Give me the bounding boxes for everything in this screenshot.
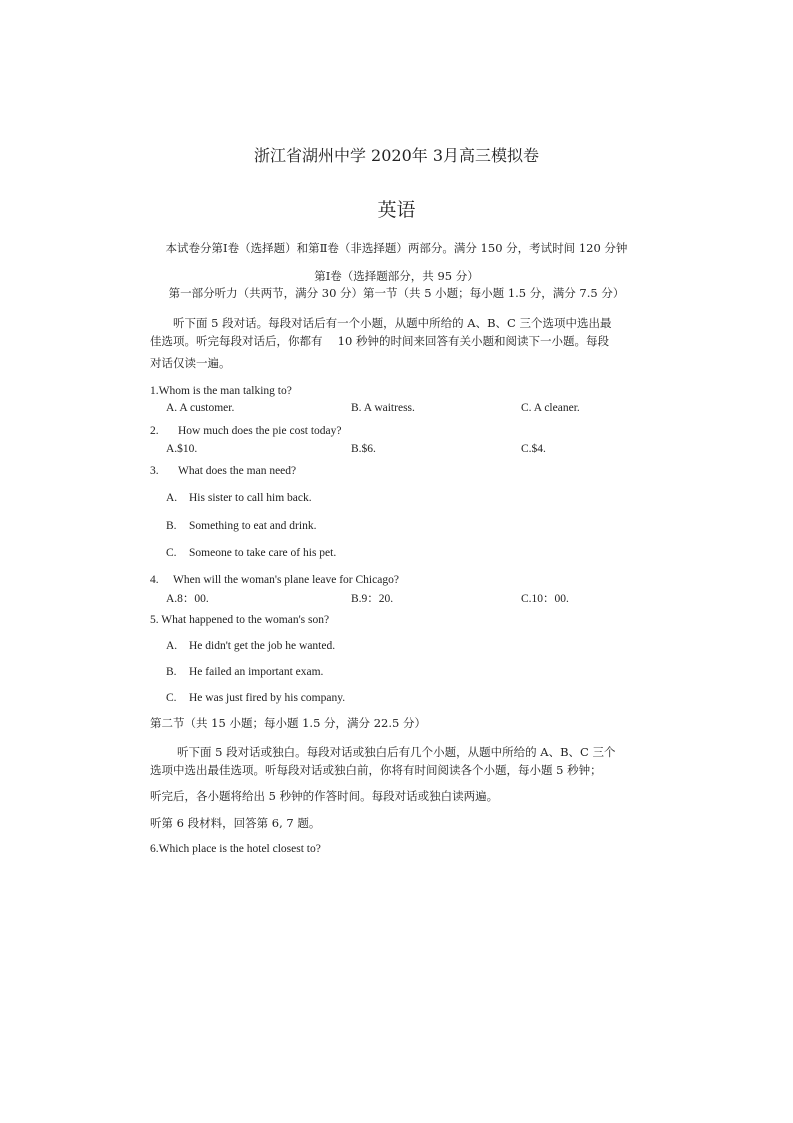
question-number: 2.: [150, 425, 159, 437]
section2-instruction-line: 听下面 5 段对话或独白。每段对话或独白后有几个小题，从题中所给的 A、B、C 三个: [177, 745, 616, 759]
option-a: A. A customer.: [166, 402, 235, 414]
material-6-instruction: 听第 6 段材料，回答第 6, 7 题。: [150, 816, 321, 830]
option-c-letter: C.: [166, 547, 177, 559]
question-stem: How much does the pie cost today?: [178, 425, 342, 437]
option-c: C. A cleaner.: [521, 402, 580, 414]
option-b-letter: B.: [166, 666, 177, 678]
option-c: He was just fired by his company.: [189, 692, 346, 704]
option-a: A.$10.: [166, 443, 198, 455]
option-a: His sister to call him back.: [189, 492, 312, 504]
option-a-letter: A.: [166, 492, 178, 504]
section2-instruction-line: 选项中选出最佳选项。听每段对话或独白前，你将有时间阅读各个小题，每小题 5 秒钟；: [150, 763, 602, 777]
section2-instruction-line: 听完后，各小题将给出 5 秒钟的作答时间。每段对话或独白读两遍。: [150, 789, 499, 803]
question-stem: 1.Whom is the man talking to?: [150, 385, 292, 397]
section1-instruction-line: 对话仅读一遍。: [150, 356, 231, 370]
question-number: 3.: [150, 465, 159, 477]
question-number: 4.: [150, 574, 159, 586]
exam-intro: 本试卷分第Ⅰ卷（选择题）和第Ⅱ卷（非选择题）两部分。满分 150 分，考试时间 120 分钟: [165, 241, 628, 255]
section1-instruction-line: 听下面 5 段对话。每段对话后有一个小题，从题中所给的 A、B、C 三个选项中选出最: [173, 316, 612, 330]
option-c: C.$4.: [521, 443, 546, 455]
option-b: B. A waitress.: [351, 402, 415, 414]
subject-heading: 英语: [377, 199, 416, 221]
option-c: C.10：00.: [521, 593, 569, 605]
question-stem: What does the man need?: [178, 465, 297, 477]
option-b: He failed an important exam.: [189, 666, 324, 678]
part1-heading: 第Ⅰ卷（选择题部分，共 95 分）: [314, 269, 479, 283]
option-a: A.8：00.: [166, 593, 209, 605]
document-title: 浙江省湖州中学 2020年 3月高三模拟卷: [253, 146, 540, 165]
section1-heading: 第一部分听力（共两节，满分 30 分）第一节（共 5 小题；每小题 1.5 分，满分 7.5 分）: [168, 286, 625, 300]
option-b: B.9：20.: [351, 593, 394, 605]
section2-heading: 第二节（共 15 小题；每小题 1.5 分，满分 22.5 分）: [150, 716, 426, 730]
question-stem: 6.Which place is the hotel closest to?: [150, 843, 321, 855]
question-stem: When will the woman's plane leave for Chicago?: [173, 574, 399, 586]
option-b: Something to eat and drink.: [189, 520, 317, 532]
option-c: Someone to take care of his pet.: [189, 547, 337, 559]
option-a: He didn't get the job he wanted.: [189, 640, 336, 652]
option-b: B.$6.: [351, 443, 376, 455]
option-b-letter: B.: [166, 520, 177, 532]
option-a-letter: A.: [166, 640, 178, 652]
option-c-letter: C.: [166, 692, 177, 704]
section1-instruction-line: 佳选项。听完每段对话后，你都有 10 秒钟的时间来回答有关小题和阅读下一小题。每段: [150, 334, 609, 348]
question-stem: 5. What happened to the woman's son?: [150, 614, 330, 626]
